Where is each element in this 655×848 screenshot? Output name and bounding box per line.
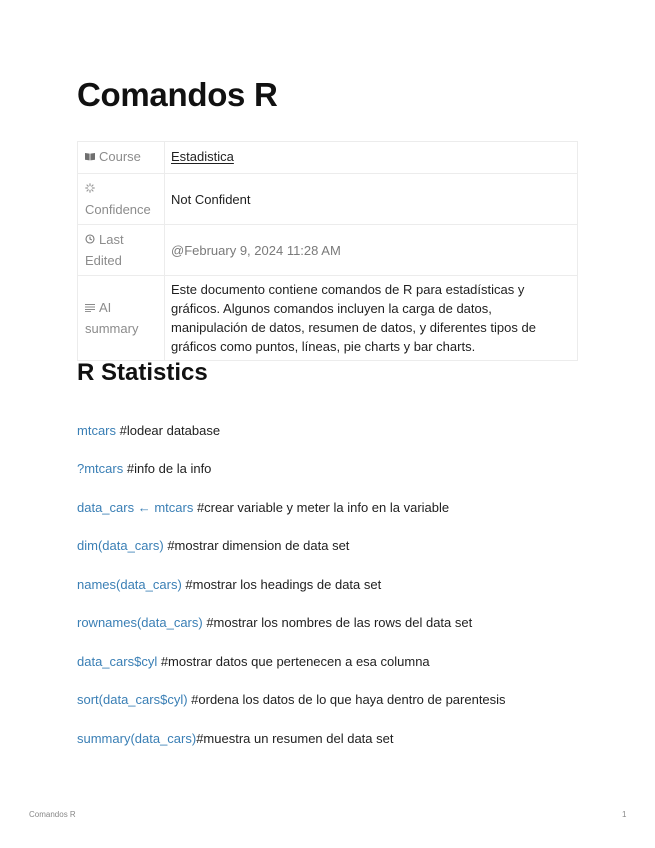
property-row-confidence: [78, 174, 578, 225]
command-comment: #lodear database: [116, 423, 221, 438]
command-comment: #mostrar los headings de data set: [181, 577, 382, 592]
command-line: [77, 691, 506, 709]
property-label-course: Course: [99, 149, 141, 164]
command-comment: #mostrar datos que pertenecen a esa columna: [157, 654, 430, 669]
property-value-last-edited: @February 9, 2024 11:28 AM: [165, 225, 578, 276]
command-comment: #info de la info: [123, 461, 212, 476]
command-line: [77, 730, 393, 748]
property-value-confidence[interactable]: Not Confident: [165, 174, 578, 225]
command-code: names(data_cars): [77, 577, 182, 592]
command-line: [77, 653, 430, 671]
page-title: Comandos R: [77, 76, 278, 113]
property-value-course: [165, 142, 578, 174]
section-heading: R Statistics: [77, 359, 208, 386]
command-code: sort(data_cars$cyl): [77, 692, 188, 707]
command-code: summary(data_cars): [77, 731, 197, 746]
command-comment: #mostrar dimension de data set: [163, 538, 350, 553]
property-key-last-edited: [78, 225, 165, 276]
course-link[interactable]: Estadistica: [171, 149, 234, 164]
command-comment: #mostrar los nombres de las rows del data set: [202, 615, 473, 630]
property-row-ai-summary: [78, 276, 578, 361]
command-comment: #crear variable y meter la info en la variable: [193, 500, 450, 515]
book-icon: [85, 149, 95, 168]
command-code: data_cars ← mtcars: [77, 500, 194, 515]
property-key-course: [78, 142, 165, 174]
command-code: dim(data_cars): [77, 538, 164, 553]
command-line: [77, 614, 472, 632]
property-key-ai-summary: [78, 276, 165, 361]
command-code: data_cars$cyl: [77, 654, 158, 669]
command-line: [77, 422, 220, 440]
command-line: [77, 537, 349, 555]
property-label-last-edited: Last Edited: [85, 232, 124, 268]
properties-table: [77, 141, 578, 361]
command-code: mtcars: [77, 423, 116, 438]
clock-icon: [85, 232, 95, 251]
footer-document-title: Comandos R: [29, 810, 76, 819]
command-code: ?mtcars: [77, 461, 124, 476]
command-line: [77, 460, 211, 478]
command-comment: #muestra un resumen del data set: [196, 731, 394, 746]
text-lines-icon: [85, 300, 95, 319]
property-row-course: [78, 142, 578, 174]
command-comment: #ordena los datos de lo que haya dentro de parentesis: [187, 692, 506, 707]
property-row-last-edited: [78, 225, 578, 276]
command-line: [77, 499, 449, 517]
footer-page-number: 1: [622, 810, 627, 819]
loading-icon: [85, 181, 95, 200]
property-label-confidence: Confidence: [85, 202, 151, 217]
property-key-confidence: [78, 174, 165, 225]
command-code: rownames(data_cars): [77, 615, 203, 630]
property-value-ai-summary: Este documento contiene comandos de R para estadísticas y gráficos. Algunos comandos incluyen la carga de datos, manipulación de datos, resumen de datos, y diferentes tipos de gráficos como puntos, líneas, pie charts y bar charts.: [165, 276, 578, 361]
property-label-ai-summary: AI summary: [85, 300, 139, 336]
command-line: [77, 576, 381, 594]
